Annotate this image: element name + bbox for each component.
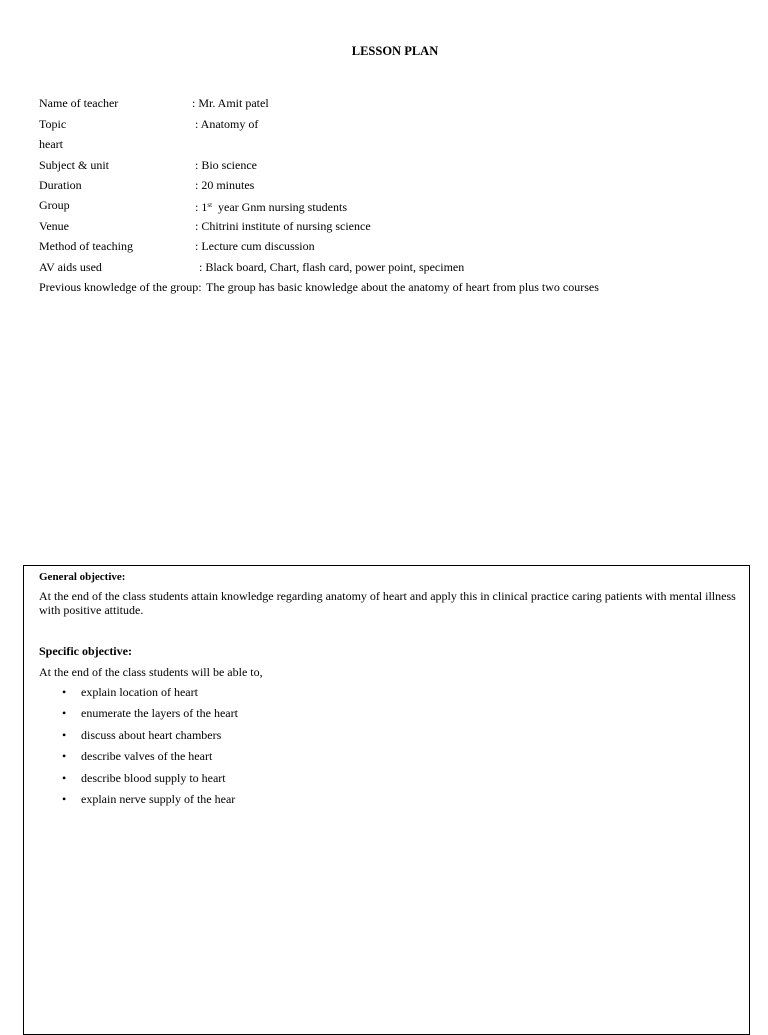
list-item-text: enumerate the layers of the heart	[81, 706, 238, 721]
list-item	[39, 684, 238, 705]
info-label: AV aids used	[39, 260, 102, 274]
specific-objective-intro: At the end of the class students will be able to,	[39, 665, 263, 679]
page-title: LESSON PLAN	[351, 44, 439, 58]
info-value: : 20 minutes	[195, 178, 255, 192]
info-value-sup: st	[207, 201, 213, 209]
info-value-post: year Gnm nursing students	[212, 200, 347, 214]
bullet-icon: •	[62, 727, 67, 742]
info-label: Topic	[39, 117, 67, 131]
info-label: Duration	[39, 178, 82, 192]
bullet-icon: •	[62, 706, 67, 721]
bullet-icon: •	[62, 685, 67, 699]
info-label: Venue	[39, 219, 69, 233]
info-value: : Mr. Amit patel	[192, 96, 269, 110]
list-item	[39, 705, 238, 726]
general-objective-text: At the end of the class students attain knowledge regarding anatomy of heart and apply this in clinical practice caring patients with mental illness with positive attitude.	[39, 589, 736, 617]
info-value	[195, 197, 347, 215]
info-label: Name of teacher	[39, 96, 119, 110]
specific-objective-heading: Specific objective:	[39, 644, 132, 658]
info-value: : Black board, Chart, flash card, power point, specimen	[199, 260, 465, 274]
general-objective-heading: General objective:	[39, 571, 126, 583]
info-value: : Lecture cum discussion	[195, 239, 315, 253]
list-item-text: describe valves of the heart	[81, 749, 213, 764]
info-value: : Chitrini institute of nursing science	[195, 219, 371, 233]
bullet-icon: •	[62, 749, 67, 764]
list-item	[39, 791, 238, 812]
list-item-text: describe blood supply to heart	[81, 770, 226, 785]
info-label: Group	[39, 198, 70, 212]
specific-objective-list	[39, 684, 238, 812]
info-label: Subject & unit	[39, 158, 109, 172]
info-label: Method of teaching	[39, 239, 133, 253]
list-item	[39, 748, 238, 769]
bullet-icon: •	[62, 791, 67, 806]
list-item	[39, 770, 238, 791]
info-value: The group has basic knowledge about the anatomy of heart from plus two courses	[206, 280, 599, 294]
info-value: : Anatomy of	[195, 117, 259, 131]
info-label: heart	[39, 137, 63, 151]
list-item-text: explain nerve supply of the hear	[81, 791, 236, 806]
info-value-pre: : 1	[195, 200, 208, 214]
info-label: Previous knowledge of the group:	[39, 280, 202, 294]
list-item-text: explain location of heart	[81, 685, 198, 699]
bullet-icon: •	[62, 770, 67, 785]
objectives-box	[23, 565, 750, 1035]
list-item-text: discuss about heart chambers	[81, 727, 222, 742]
list-item	[39, 727, 238, 748]
info-value: : Bio science	[195, 158, 257, 172]
